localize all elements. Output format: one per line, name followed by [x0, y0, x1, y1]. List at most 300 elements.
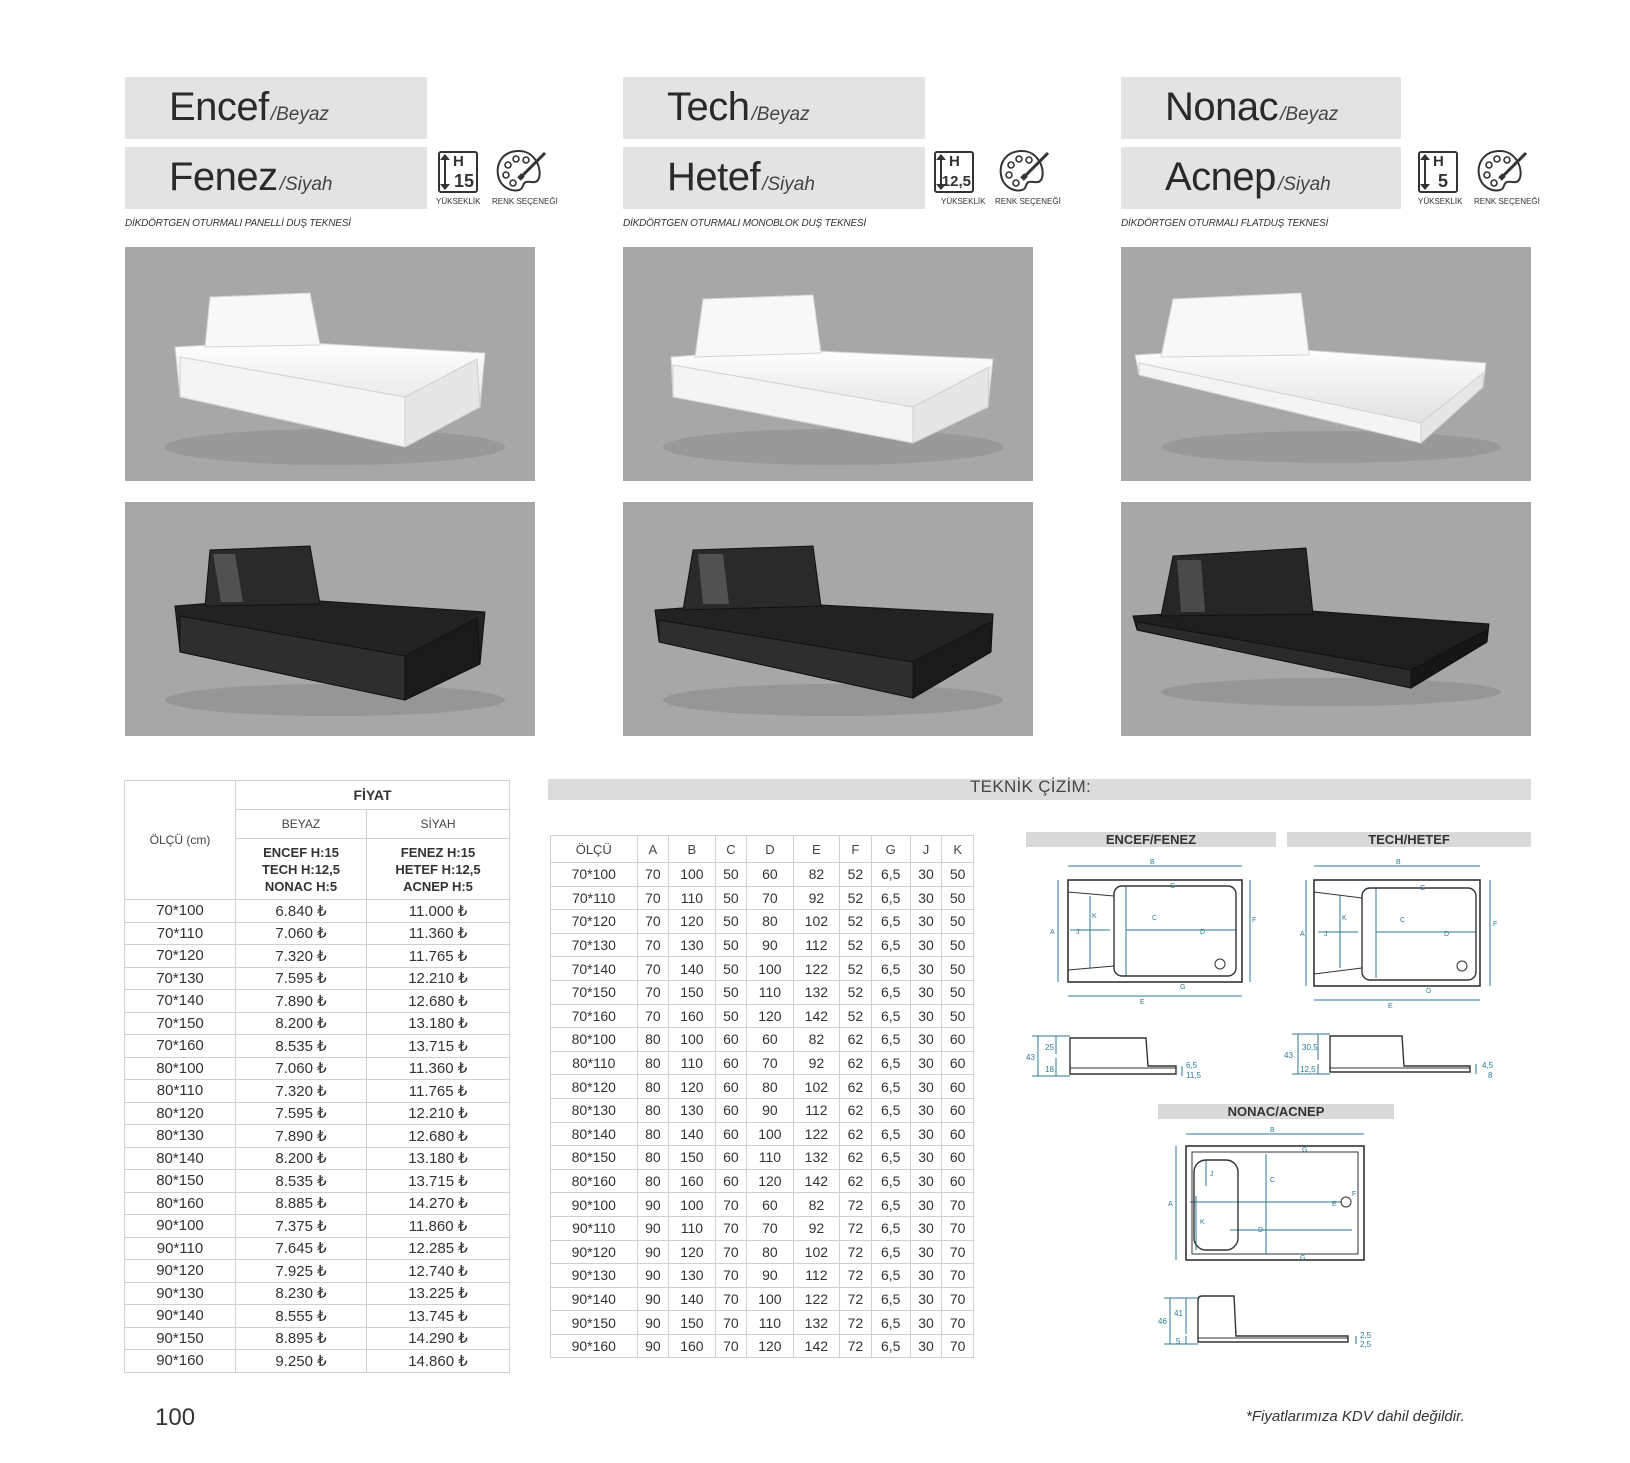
dim-cell: 70 [715, 1264, 747, 1288]
size-cell: 70*130 [125, 967, 236, 990]
dim-cell: 80 [747, 910, 793, 934]
dim-cell: 6,5 [871, 1287, 910, 1311]
dim-cell: 80 [637, 1051, 669, 1075]
price-row [125, 1125, 510, 1148]
price-row [125, 922, 510, 945]
dim-cell: 70 [942, 1193, 974, 1217]
white-price-cell: 6.840 ₺ [236, 900, 367, 923]
dim-cell: 6,5 [871, 1334, 910, 1358]
dim-cell: 92 [793, 1051, 839, 1075]
dim-cell: 30 [910, 1146, 942, 1170]
dim-cell: 70 [715, 1240, 747, 1264]
dim-letter: B [1270, 1127, 1275, 1134]
dim-cell: 6,5 [871, 863, 910, 887]
dim-cell: 80 [637, 1169, 669, 1193]
dim-header-row [551, 836, 974, 863]
dim-cell: 62 [840, 1146, 872, 1170]
dim-letter: F [1493, 921, 1498, 928]
dim-cell: 60 [942, 1169, 974, 1193]
dim-cell: 122 [793, 957, 839, 981]
shower-tray-white-image [1121, 247, 1531, 481]
dim-cell: 52 [840, 933, 872, 957]
dim-cell: 82 [793, 1028, 839, 1052]
dim-cell: 6,5 [871, 1051, 910, 1075]
dim-cell: 100 [669, 1193, 715, 1217]
dim-cell: 30 [910, 1169, 942, 1193]
price-row [125, 1305, 510, 1328]
dim-cell: 30 [910, 1193, 942, 1217]
dim-cell: 90 [637, 1264, 669, 1288]
black-price-cell: 13.745 ₺ [367, 1305, 510, 1328]
height-label: YÜKSEKLİK [941, 197, 986, 206]
black-price-cell: 11.860 ₺ [367, 1215, 510, 1238]
dim-cell: 6,5 [871, 1311, 910, 1335]
side-dim: 8 [1488, 1071, 1493, 1080]
dim-cell: 70*130 [551, 933, 638, 957]
dim-cell: 52 [840, 886, 872, 910]
dim-cell: 30 [910, 1075, 942, 1099]
dim-cell: 100 [747, 957, 793, 981]
price-title: FİYAT [236, 781, 510, 810]
price-row [125, 1237, 510, 1260]
side-dim: 43 [1026, 1053, 1035, 1062]
dimension-body [551, 836, 974, 1358]
dim-cell: 80 [637, 1146, 669, 1170]
dim-letter: D [1258, 1227, 1264, 1234]
price-table [124, 780, 510, 1373]
drawing-label-encef: ENCEF/FENEZ [1026, 832, 1276, 847]
dim-cell: 90 [637, 1216, 669, 1240]
price-row [125, 1260, 510, 1283]
white-col-header: BEYAZ [236, 810, 367, 839]
size-cell: 80*130 [125, 1125, 236, 1148]
dim-header-cell: J [910, 836, 942, 863]
size-cell: 70*150 [125, 1012, 236, 1035]
side-dim: 43 [1284, 1051, 1293, 1060]
dim-cell: 122 [793, 1122, 839, 1146]
dim-cell: 6,5 [871, 1169, 910, 1193]
dim-letter: G [1180, 984, 1186, 991]
dim-cell: 100 [669, 863, 715, 887]
black-price-cell: 11.000 ₺ [367, 900, 510, 923]
black-price-cell: 14.860 ₺ [367, 1350, 510, 1373]
product-color-black: /Siyah [1277, 174, 1331, 195]
dim-cell: 6,5 [871, 1122, 910, 1146]
dim-cell: 6,5 [871, 1098, 910, 1122]
dim-cell: 62 [840, 1122, 872, 1146]
dim-cell: 80 [747, 1075, 793, 1099]
dim-cell: 70 [637, 1004, 669, 1028]
dim-cell: 50 [715, 957, 747, 981]
dim-cell: 80*140 [551, 1122, 638, 1146]
dim-cell: 72 [840, 1287, 872, 1311]
dim-cell: 120 [747, 1169, 793, 1193]
dim-cell: 72 [840, 1216, 872, 1240]
price-row [125, 900, 510, 923]
drawing-encef-top [1050, 858, 1255, 1008]
dim-cell: 90 [637, 1287, 669, 1311]
dim-cell: 110 [747, 1311, 793, 1335]
footnote: *Fiyatlarımıza KDV dahil değildir. [1246, 1408, 1465, 1425]
dim-cell: 70 [637, 980, 669, 1004]
model-label: TECH H:12,5 [261, 861, 341, 877]
size-cell: 80*100 [125, 1057, 236, 1080]
dim-cell: 30 [910, 1311, 942, 1335]
dim-header-cell: K [942, 836, 974, 863]
price-row [125, 967, 510, 990]
model-label: ENCEF H:15 [263, 844, 339, 860]
palette-icon [493, 147, 549, 195]
model-label: ACNEP H:5 [403, 878, 473, 894]
dim-cell: 30 [910, 863, 942, 887]
dim-cell: 80 [747, 1240, 793, 1264]
dim-cell: 70 [637, 957, 669, 981]
white-price-cell: 7.320 ₺ [236, 1080, 367, 1103]
dim-letter: J [1210, 1171, 1214, 1178]
photo-tech-white [623, 247, 1033, 481]
dim-letter: J [1076, 929, 1080, 936]
height-value: 5 [1437, 171, 1448, 191]
drawing-label-nonac: NONAC/ACNEP [1158, 1104, 1394, 1119]
dim-cell: 70 [942, 1216, 974, 1240]
black-price-cell: 11.765 ₺ [367, 945, 510, 968]
dim-cell: 72 [840, 1193, 872, 1217]
black-col-header: SİYAH [367, 810, 510, 839]
dim-cell: 52 [840, 863, 872, 887]
dim-cell: 70 [715, 1287, 747, 1311]
shower-tray-white-image [125, 247, 535, 481]
dim-row [551, 933, 974, 957]
dim-cell: 50 [715, 910, 747, 934]
drawing-label-tech: TECH/HETEF [1287, 832, 1531, 847]
white-price-cell: 8.885 ₺ [236, 1192, 367, 1215]
dim-cell: 70 [637, 886, 669, 910]
dim-cell: 6,5 [871, 933, 910, 957]
dim-cell: 62 [840, 1075, 872, 1099]
black-price-cell: 13.180 ₺ [367, 1012, 510, 1035]
dim-cell: 120 [669, 1240, 715, 1264]
dim-cell: 90*140 [551, 1287, 638, 1311]
dim-header-cell: D [747, 836, 793, 863]
dim-cell: 80*100 [551, 1028, 638, 1052]
dim-letter: K [1092, 913, 1097, 920]
name-box-white [623, 77, 925, 139]
dim-cell: 60 [942, 1146, 974, 1170]
dim-cell: 30 [910, 1264, 942, 1288]
photo-nonac-white [1121, 247, 1531, 481]
dim-letter: F [1352, 1191, 1357, 1198]
dim-cell: 60 [715, 1146, 747, 1170]
price-row [125, 1215, 510, 1238]
dim-cell: 110 [669, 1051, 715, 1075]
dim-cell: 70*120 [551, 910, 638, 934]
dim-cell: 140 [669, 1122, 715, 1146]
dim-cell: 72 [840, 1334, 872, 1358]
dim-cell: 72 [840, 1311, 872, 1335]
dim-cell: 30 [910, 1334, 942, 1358]
dim-row [551, 1193, 974, 1217]
dim-cell: 70 [942, 1264, 974, 1288]
black-price-cell: 11.360 ₺ [367, 922, 510, 945]
height-value: 12,5 [941, 173, 971, 190]
dim-cell: 142 [793, 1169, 839, 1193]
size-cell: 80*160 [125, 1192, 236, 1215]
dim-cell: 60 [715, 1122, 747, 1146]
black-price-cell: 13.180 ₺ [367, 1147, 510, 1170]
dim-cell: 60 [747, 1028, 793, 1052]
dim-letter: A [1168, 1201, 1173, 1208]
black-price-cell: 12.285 ₺ [367, 1237, 510, 1260]
black-price-cell: 14.290 ₺ [367, 1327, 510, 1350]
white-price-cell: 8.200 ₺ [236, 1147, 367, 1170]
dim-cell: 70 [747, 1051, 793, 1075]
dim-cell: 92 [793, 886, 839, 910]
dim-cell: 82 [793, 1193, 839, 1217]
dim-cell: 160 [669, 1334, 715, 1358]
height-icon-letter: H [949, 153, 960, 170]
dim-cell: 30 [910, 1216, 942, 1240]
dim-cell: 50 [942, 1004, 974, 1028]
dim-cell: 6,5 [871, 1193, 910, 1217]
dim-cell: 80*110 [551, 1051, 638, 1075]
product-name-white: Nonac [1165, 85, 1279, 129]
side-dim: 12,5 [1300, 1065, 1316, 1074]
dim-cell: 70*160 [551, 1004, 638, 1028]
dim-cell: 62 [840, 1028, 872, 1052]
black-price-cell: 12.680 ₺ [367, 990, 510, 1013]
teknik-title: TEKNİK ÇİZİM: [970, 777, 1092, 796]
dim-cell: 120 [747, 1334, 793, 1358]
black-price-cell: 14.270 ₺ [367, 1192, 510, 1215]
dim-letter: D [1444, 931, 1450, 938]
dim-cell: 112 [793, 1264, 839, 1288]
dim-cell: 90*110 [551, 1216, 638, 1240]
dim-letter: B [1150, 859, 1155, 866]
black-models [367, 839, 510, 900]
dim-header-cell: E [793, 836, 839, 863]
dim-cell: 110 [747, 980, 793, 1004]
dim-cell: 60 [715, 1098, 747, 1122]
white-price-cell: 7.890 ₺ [236, 1125, 367, 1148]
dim-cell: 6,5 [871, 1028, 910, 1052]
dim-row [551, 1122, 974, 1146]
price-row [125, 1192, 510, 1215]
drawing-encef-side [1026, 1028, 1206, 1088]
price-row [125, 1080, 510, 1103]
white-price-cell: 8.555 ₺ [236, 1305, 367, 1328]
dim-cell: 120 [747, 1004, 793, 1028]
dim-cell: 142 [793, 1334, 839, 1358]
dim-cell: 70 [637, 863, 669, 887]
height-icon [438, 151, 478, 193]
dim-row [551, 910, 974, 934]
dim-cell: 90 [747, 933, 793, 957]
dim-cell: 80 [637, 1098, 669, 1122]
dim-letter: A [1050, 929, 1055, 936]
dim-cell: 6,5 [871, 1146, 910, 1170]
dim-cell: 70 [942, 1287, 974, 1311]
dim-cell: 70 [715, 1216, 747, 1240]
size-cell: 80*120 [125, 1102, 236, 1125]
dim-cell: 30 [910, 1051, 942, 1075]
drawing-nonac-top [1166, 1126, 1386, 1276]
dim-letter: A [1300, 931, 1305, 938]
side-dim: 18 [1045, 1065, 1054, 1074]
dim-cell: 50 [942, 933, 974, 957]
dim-row [551, 1311, 974, 1335]
side-dim: 25 [1045, 1043, 1054, 1052]
size-cell: 90*110 [125, 1237, 236, 1260]
dim-cell: 90 [637, 1193, 669, 1217]
palette-icon [1474, 147, 1530, 195]
dim-cell: 30 [910, 933, 942, 957]
dim-cell: 70 [715, 1334, 747, 1358]
side-dim: 2,5 [1360, 1340, 1372, 1349]
dim-header-cell: B [669, 836, 715, 863]
dim-row [551, 1287, 974, 1311]
black-price-cell: 12.680 ₺ [367, 1125, 510, 1148]
size-cell: 90*120 [125, 1260, 236, 1283]
shower-tray-black-image [1121, 502, 1531, 736]
dim-row [551, 1028, 974, 1052]
price-row [125, 945, 510, 968]
dim-cell: 102 [793, 910, 839, 934]
size-header: ÖLÇÜ (cm) [125, 781, 236, 900]
size-cell: 70*100 [125, 900, 236, 923]
dim-cell: 52 [840, 980, 872, 1004]
dim-cell: 70 [747, 1216, 793, 1240]
price-row [125, 990, 510, 1013]
dim-cell: 112 [793, 1098, 839, 1122]
dim-letter: E [1332, 1201, 1337, 1208]
dim-letter: F [1252, 917, 1257, 924]
dim-cell: 110 [669, 886, 715, 910]
dim-cell: 30 [910, 1122, 942, 1146]
price-row [125, 1350, 510, 1373]
black-price-cell: 12.210 ₺ [367, 1102, 510, 1125]
white-price-cell: 8.230 ₺ [236, 1282, 367, 1305]
dim-cell: 90 [747, 1264, 793, 1288]
name-box-white [1121, 77, 1401, 139]
size-cell: 80*110 [125, 1080, 236, 1103]
dim-cell: 130 [669, 1264, 715, 1288]
dim-cell: 60 [715, 1169, 747, 1193]
dim-letter: J [1324, 931, 1328, 938]
color-label: RENK SEÇENEĞİ [1474, 197, 1540, 206]
black-price-cell: 11.360 ₺ [367, 1057, 510, 1080]
dim-cell: 80 [637, 1075, 669, 1099]
dim-cell: 60 [942, 1028, 974, 1052]
dim-cell: 62 [840, 1051, 872, 1075]
dim-cell: 60 [942, 1098, 974, 1122]
dim-cell: 102 [793, 1075, 839, 1099]
dim-cell: 132 [793, 1146, 839, 1170]
product-name-black: Hetef [667, 155, 761, 199]
dim-cell: 60 [942, 1122, 974, 1146]
dim-cell: 70 [942, 1334, 974, 1358]
dim-cell: 70*110 [551, 886, 638, 910]
dim-cell: 90*130 [551, 1264, 638, 1288]
dim-cell: 72 [840, 1264, 872, 1288]
white-price-cell: 8.895 ₺ [236, 1327, 367, 1350]
product-color-black: /Siyah [279, 174, 333, 195]
product-header-tech-hetef [623, 77, 1061, 257]
dim-cell: 50 [715, 886, 747, 910]
dim-row [551, 1146, 974, 1170]
dim-cell: 132 [793, 980, 839, 1004]
dim-cell: 6,5 [871, 980, 910, 1004]
dim-cell: 90 [747, 1098, 793, 1122]
dim-cell: 52 [840, 957, 872, 981]
dim-cell: 30 [910, 1028, 942, 1052]
drawing-tech-side [1284, 1028, 1504, 1088]
dim-cell: 100 [747, 1287, 793, 1311]
dim-letter: G [1426, 988, 1432, 995]
dim-row [551, 1169, 974, 1193]
model-label: NONAC H:5 [264, 878, 338, 894]
dim-cell: 140 [669, 1287, 715, 1311]
height-label: YÜKSEKLİK [436, 197, 481, 206]
dim-row [551, 1240, 974, 1264]
dim-cell: 90 [637, 1240, 669, 1264]
dim-cell: 70*140 [551, 957, 638, 981]
dimension-table [550, 835, 974, 1358]
page-number: 100 [155, 1404, 196, 1431]
dim-cell: 120 [669, 1075, 715, 1099]
dim-cell: 150 [669, 980, 715, 1004]
dim-cell: 70 [942, 1240, 974, 1264]
model-label: FENEZ H:15 [400, 844, 476, 860]
dim-cell: 80*120 [551, 1075, 638, 1099]
dim-cell: 30 [910, 910, 942, 934]
size-cell: 70*110 [125, 922, 236, 945]
dim-cell: 30 [910, 1004, 942, 1028]
dim-cell: 90*150 [551, 1311, 638, 1335]
dim-header-cell: A [637, 836, 669, 863]
side-dim: 46 [1158, 1317, 1167, 1326]
dim-cell: 52 [840, 1004, 872, 1028]
dim-header-cell: ÖLÇÜ [551, 836, 638, 863]
palette-icon [996, 147, 1052, 195]
dim-row [551, 863, 974, 887]
size-cell: 90*140 [125, 1305, 236, 1328]
dim-cell: 70 [637, 910, 669, 934]
price-header-row [125, 781, 510, 810]
dim-letter: E [1140, 999, 1145, 1006]
dim-cell: 100 [747, 1122, 793, 1146]
white-price-cell: 7.060 ₺ [236, 922, 367, 945]
dim-cell: 30 [910, 886, 942, 910]
white-price-cell: 7.060 ₺ [236, 1057, 367, 1080]
dim-cell: 80*160 [551, 1169, 638, 1193]
photo-acnep-black [1121, 502, 1531, 736]
dim-cell: 60 [715, 1051, 747, 1075]
black-price-cell: 12.740 ₺ [367, 1260, 510, 1283]
dim-cell: 62 [840, 1098, 872, 1122]
dim-cell: 70 [637, 933, 669, 957]
model-label: HETEF H:12,5 [395, 861, 481, 877]
side-dim: 5 [1176, 1337, 1181, 1346]
product-name-black: Acnep [1165, 155, 1276, 199]
dim-cell: 50 [715, 933, 747, 957]
dim-cell: 70*150 [551, 980, 638, 1004]
product-description: DİKDÖRTGEN OTURMALI FLATDUŞ TEKNESİ [1121, 218, 1329, 229]
dim-cell: 110 [747, 1146, 793, 1170]
dim-cell: 80*130 [551, 1098, 638, 1122]
dim-cell: 70 [747, 886, 793, 910]
white-price-cell: 7.595 ₺ [236, 1102, 367, 1125]
dim-row [551, 1098, 974, 1122]
